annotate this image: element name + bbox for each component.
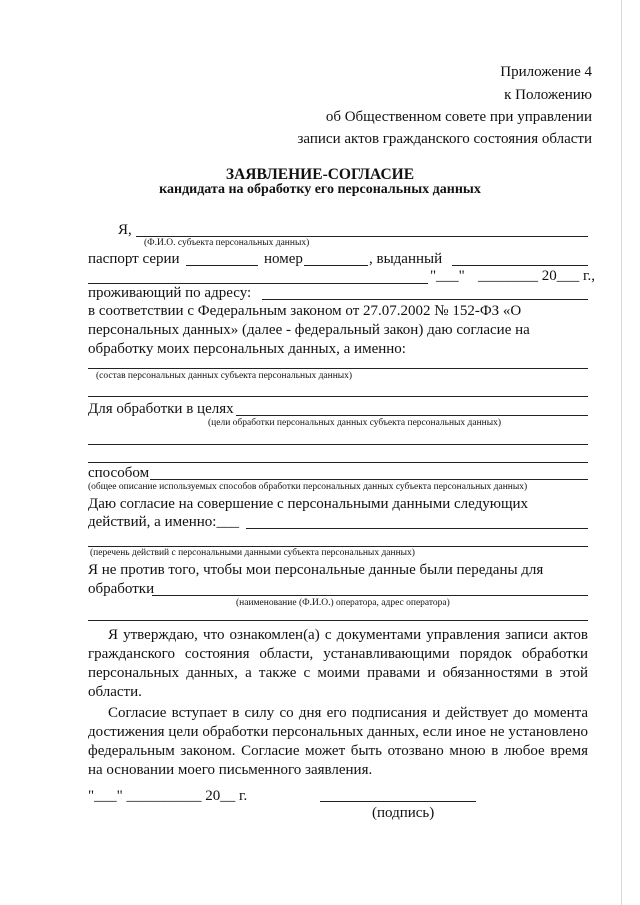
paragraph-acknowledgement: Я утверждаю, что ознакомлен(а) с документами управления записи актов гражданского состояния области, устанавливающими порядок обработки персональных данных, а также с моими правами и обязанностями в этой области. — [88, 627, 588, 700]
issue-date-quotes: "___" — [430, 268, 465, 284]
page-edge — [621, 0, 622, 905]
law-line-2: персональных данных» (далее - федеральный закон) даю согласие на — [88, 322, 530, 338]
actions-line-2-blank[interactable] — [88, 546, 588, 547]
passport-series-line[interactable] — [186, 265, 258, 266]
issue-year: ________ 20___ г., — [478, 268, 595, 284]
passport-number-line[interactable] — [304, 265, 368, 266]
operator-line-2[interactable] — [88, 620, 588, 621]
purpose-line[interactable] — [236, 415, 588, 416]
purpose-line-2[interactable] — [88, 444, 588, 445]
document-title: ЗАЯВЛЕНИЕ-СОГЛАСИЕ — [225, 166, 415, 183]
body-text — [88, 626, 588, 780]
document-subtitle: кандидата на обработку его персональных данных — [159, 182, 481, 197]
composition-line[interactable] — [88, 368, 588, 369]
passport-number-label: номер — [264, 251, 303, 267]
composition-hint: (состав персональных данных субъекта персональных данных) — [96, 371, 353, 381]
actions-line-2: действий, а именно:___ — [88, 514, 239, 530]
method-line[interactable] — [150, 479, 588, 480]
ya-label: Я, — [118, 222, 132, 238]
issued-label: , выданный — [369, 251, 443, 267]
actions-line[interactable] — [246, 528, 588, 529]
fio-hint: (Ф.И.О. субъекта персональных данных) — [144, 238, 310, 248]
purpose-hint: (цели обработки персональных данных субъекта персональных данных) — [208, 418, 502, 428]
header-line-1: Приложение 4 — [500, 64, 592, 80]
method-label: способом — [88, 465, 150, 481]
header-line-4: записи актов гражданского состояния области — [297, 131, 592, 147]
address-line[interactable] — [262, 299, 588, 300]
law-line-1: в соответствии с Федеральным законом от 27.07.2002 № 152-ФЗ «О — [88, 303, 522, 319]
address-label: проживающий по адресу: — [88, 285, 252, 301]
issued-line[interactable] — [452, 265, 588, 266]
signature-label: (подпись) — [372, 805, 435, 821]
composition-line-2[interactable] — [88, 396, 588, 397]
transfer-line-2: обработки — [88, 581, 155, 597]
purpose-label: Для обработки в целях — [88, 401, 234, 417]
actions-line-1: Даю согласие на совершение с персональными данными следующих — [88, 496, 529, 512]
law-line-3: обработку моих персональных данных, а именно: — [88, 341, 406, 357]
header-line-2: к Положению — [504, 87, 592, 103]
actions-hint: (перечень действий с персональными данными субъекта персональных данных) — [90, 548, 415, 558]
passport-series-label: паспорт серии — [88, 251, 180, 267]
method-hint: (общее описание используемых способов обработки персональных данных субъекта персональных данных) — [88, 482, 528, 492]
signature-line[interactable] — [320, 801, 476, 802]
operator-hint: (наименование (Ф.И.О.) оператора, адрес оператора) — [236, 598, 450, 608]
purpose-line-3[interactable] — [88, 462, 588, 463]
signature-date: "___" __________ 20__ г. — [88, 788, 248, 804]
transfer-line-1: Я не против того, чтобы мои персональные данные были переданы для — [88, 562, 544, 578]
fio-line[interactable] — [136, 236, 588, 237]
paragraph-consent-validity: Согласие вступает в силу со дня его подписания и действует до момента достижения цели обработки персональных данных, если иное не установлено федеральным законом. Согласие может быть отозвано мною в любое время на основании моего письменного заявления. — [88, 705, 588, 778]
header-line-3: об Общественном совете при управлении — [325, 109, 592, 125]
operator-line[interactable] — [152, 595, 588, 596]
